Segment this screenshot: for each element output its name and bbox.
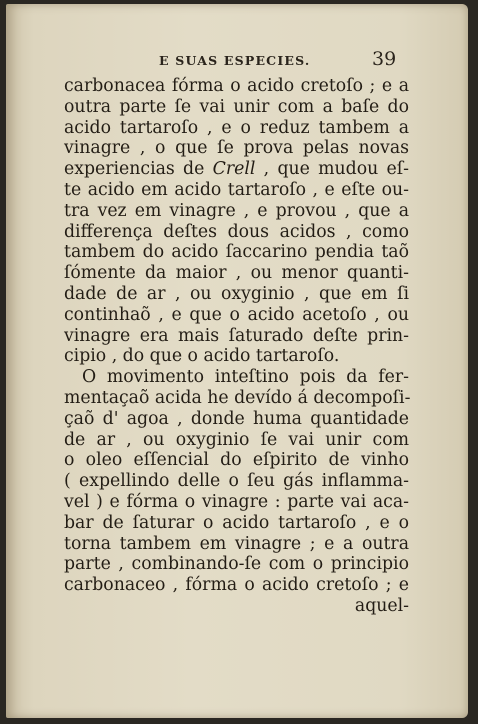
text-line: tra vez em vinagre , e provou , que a xyxy=(64,200,409,221)
text-line: o oleo eſſencial do eſpirito de vinho xyxy=(64,450,409,471)
body-text xyxy=(64,76,409,617)
text-line: vinagre , o que ſe prova pelas novas xyxy=(64,138,409,159)
text-line: outra parte ſe vai unir com a baſe do xyxy=(64,96,409,117)
text-line: torna tambem em vinagre ; e a outra xyxy=(64,533,409,554)
italic-term: Crell xyxy=(212,159,256,180)
text-line: de ar , ou oxyginio ſe vai unir com xyxy=(64,429,409,450)
text-line: carbonacea fórma o acido cretoſo ; e a xyxy=(64,76,409,96)
page-header xyxy=(6,48,468,72)
paragraph-start-line: O movimento inteſtino pois da fer- xyxy=(82,367,409,388)
page-number: 39 xyxy=(372,48,397,70)
text-line: vinagre era mais ſaturado deſte prin- xyxy=(64,325,409,346)
text-line: te acido em acido tartaroſo , e eſte ou- xyxy=(64,179,409,200)
text-line: carbonaceo , fórma o acido cretoſo ; e xyxy=(64,575,409,596)
text-line: vel ) e fórma o vinagre : parte vai aca- xyxy=(64,491,409,512)
text-line: ( expellindo delle o ſeu gás inflamma- xyxy=(64,471,409,492)
catchword: aquel- xyxy=(354,595,409,616)
text-line: parte , combinando-ſe com o principio xyxy=(64,554,409,575)
text-line: cipio , do que o acido tartaroſo. xyxy=(64,346,340,367)
text-line: differença deſtes dous acidos , como xyxy=(64,221,409,242)
text-line: experiencias de Crell , que mudou eſ- xyxy=(64,159,410,180)
text-line: dade de ar , ou oxyginio , que em ſi xyxy=(64,283,409,304)
text-line: ſómente da maior , ou menor quanti- xyxy=(64,263,409,284)
text-line: bar de ſaturar o acido tartaroſo , e o xyxy=(64,512,409,533)
text-line: continhaõ , e que o acido acetoſo , ou xyxy=(64,304,409,325)
text-line: tambem do acido ſaccarino pendia taõ xyxy=(64,242,409,263)
book-page xyxy=(6,4,468,718)
text-line: acido tartaroſo , e o reduz tambem a xyxy=(64,117,409,138)
text-line: mentaçaõ acida he devído á decompoſi- xyxy=(64,387,411,408)
running-title: E SUAS ESPECIES. xyxy=(159,53,311,68)
text-line: çaõ d' agoa , donde huma quantidade xyxy=(64,408,409,429)
